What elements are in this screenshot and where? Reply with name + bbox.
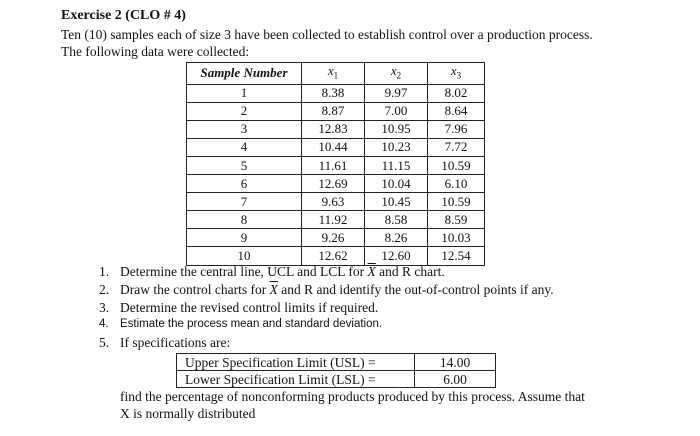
header-x2-subscript: 2 [396, 70, 402, 81]
question-item-5 [0, 334, 554, 352]
x-bar-symbol: $\overline{X}$ [269, 281, 278, 297]
x2-cell: 8.26 [365, 229, 428, 247]
question-text-post: and R chart. [375, 264, 445, 279]
header-sample-number: Sample Number [187, 63, 302, 85]
question-item-4 [0, 316, 554, 334]
x1-cell: 11.61 [302, 156, 365, 174]
sample-data-table [186, 62, 485, 266]
x1-cell: 9.26 [302, 229, 365, 247]
question-number: 5. [99, 335, 110, 351]
x3-cell: 8.59 [428, 211, 485, 229]
lsl-value: 6.00 [415, 371, 496, 388]
header-x1 [302, 63, 365, 85]
x3-cell: 8.64 [428, 102, 485, 120]
x2-cell: 11.15 [365, 156, 428, 174]
question-text-pre: Draw the control charts for [120, 281, 270, 297]
x1-cell: 9.63 [302, 193, 365, 211]
table-row [187, 84, 485, 102]
x2-cell: 8.58 [365, 211, 428, 229]
sample-number-cell: 7 [187, 193, 302, 211]
question-number: 4. [99, 318, 109, 331]
question-item-2 [0, 281, 554, 299]
x1-cell: 8.38 [302, 84, 365, 102]
sample-number-cell: 6 [187, 175, 302, 193]
usl-label: Upper Specification Limit (USL) = [177, 354, 415, 371]
x3-cell: 7.72 [428, 138, 485, 156]
x3-cell: 8.02 [428, 84, 485, 102]
table-row [187, 120, 485, 138]
x3-cell: 12.54 [428, 247, 485, 265]
sample-number-cell: 8 [187, 211, 302, 229]
table-row [187, 156, 485, 174]
usl-value: 14.00 [415, 354, 496, 371]
header-x3-var: x [450, 63, 457, 78]
header-x1-var: x [327, 63, 334, 78]
question-list [0, 263, 554, 352]
specification-table [176, 353, 496, 388]
intro-text-line-1: Ten (10) samples each of size 3 have been collected to establish control over a production process. [61, 27, 593, 42]
x3-cell: 7.96 [428, 120, 485, 138]
x1-cell: 10.44 [302, 138, 365, 156]
table-row [187, 138, 485, 156]
x2-cell: 10.45 [365, 193, 428, 211]
question-item-1 [0, 263, 554, 281]
x1-cell: 12.69 [302, 175, 365, 193]
sample-number-cell: 4 [187, 138, 302, 156]
header-x2 [365, 63, 428, 85]
x2-cell: 9.97 [365, 84, 428, 102]
sample-number-cell: 10 [187, 247, 302, 265]
table-header-row [187, 63, 485, 85]
x1-cell: 12.83 [302, 120, 365, 138]
exercise-title: Exercise 2 (CLO # 4) [61, 8, 186, 23]
question-number: 2. [99, 281, 110, 297]
question-item-3 [0, 299, 554, 317]
x2-cell: 10.04 [365, 175, 428, 193]
table-row [187, 102, 485, 120]
question-number: 3. [99, 299, 110, 315]
sample-number-cell: 5 [187, 156, 302, 174]
x-bar-symbol: $\overline{X}$ [367, 264, 376, 279]
closing-text-line-2: X is normally distributed [120, 406, 256, 421]
x1-cell: 8.87 [302, 102, 365, 120]
table-row [187, 229, 485, 247]
x2-cell: 12.60 [365, 247, 428, 265]
x3-cell: 10.59 [428, 156, 485, 174]
question-text: Determine the revised control limits if required. [120, 299, 379, 315]
spec-row-lsl [177, 371, 496, 388]
x2-cell: 7.00 [365, 102, 428, 120]
closing-text-line-1: find the percentage of nonconforming products produced by this process. Assume that [120, 389, 585, 404]
question-text: Estimate the process mean and standard deviation. [120, 318, 383, 331]
sample-number-cell: 3 [187, 120, 302, 138]
question-text: If specifications are: [120, 335, 231, 351]
header-x3 [428, 63, 485, 85]
x2-cell: 10.95 [365, 120, 428, 138]
sample-number-cell: 2 [187, 102, 302, 120]
spec-row-usl [177, 354, 496, 371]
header-x3-subscript: 3 [456, 70, 462, 81]
x3-cell: 6.10 [428, 175, 485, 193]
x3-cell: 10.03 [428, 229, 485, 247]
intro-text-line-2: The following data were collected: [61, 44, 250, 59]
x1-cell: 11.92 [302, 211, 365, 229]
table-row [187, 193, 485, 211]
header-x2-var: x [390, 63, 397, 78]
lsl-label: Lower Specification Limit (LSL) = [177, 371, 415, 388]
x1-cell: 12.62 [302, 247, 365, 265]
question-text-post: and R and identify the out-of-control points if any. [277, 281, 554, 297]
question-text-pre: Determine the central line, UCL and LCL for [120, 264, 368, 279]
x2-cell: 10.23 [365, 138, 428, 156]
header-x1-subscript: 1 [333, 70, 339, 81]
table-row [187, 175, 485, 193]
sample-number-cell: 9 [187, 229, 302, 247]
table-row [187, 211, 485, 229]
sample-number-cell: 1 [187, 84, 302, 102]
question-number: 1. [99, 264, 110, 279]
x3-cell: 10.59 [428, 193, 485, 211]
